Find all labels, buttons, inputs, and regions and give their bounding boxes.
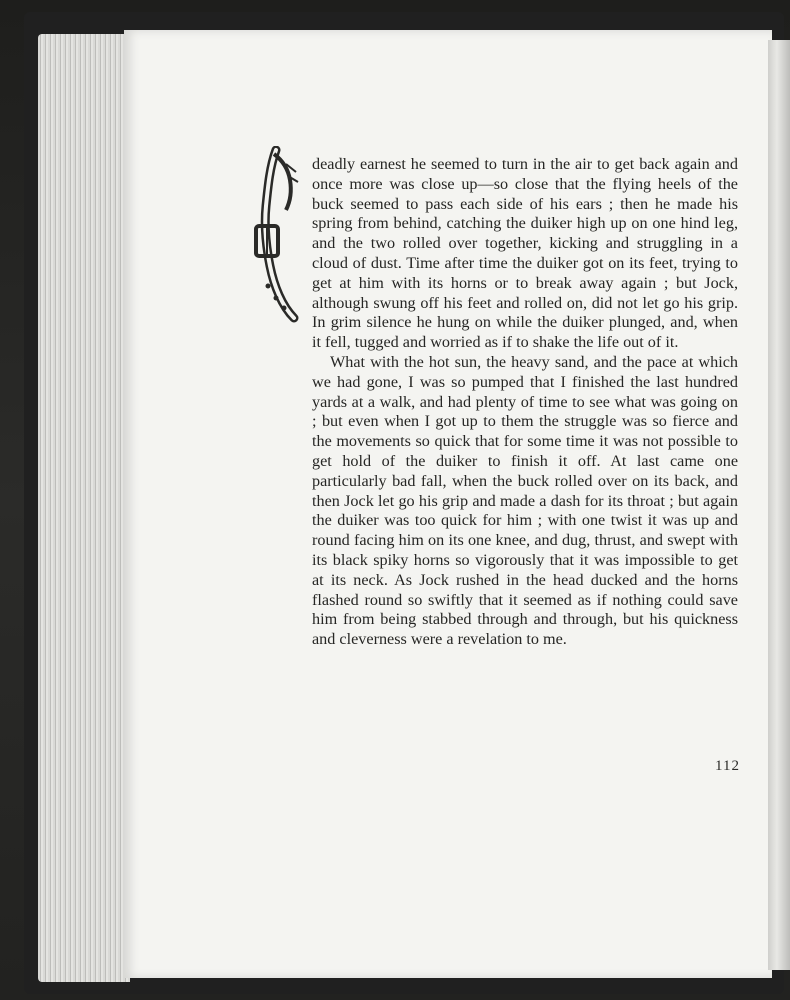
body-text xyxy=(312,155,738,650)
buckle-strap-icon xyxy=(246,146,304,324)
paragraph-1: deadly earnest he seemed to turn in the air to get back again and once more was close up—so close that the flying heels of the buck seemed to pass each side of his ears ; then he made his spring from behind, catching the duiker high up on one hind leg, and the two rolled over together, kicking and struggling in a cloud of dust. Time after time the duiker got on its feet, trying to get at him with its horns or to break away again ; but Jock, although swung off his feet and rolled on, did not let go his grip. In grim silence he hung on while the duiker plunged, and, when it fell, tugged and worried as if to shake the life out of it. xyxy=(312,155,738,352)
page-number: 112 xyxy=(715,758,740,774)
page-edges-left xyxy=(38,34,130,982)
paragraph-2: What with the hot sun, the heavy sand, and the pace at which we had gone, I was so pumped that I finished the last hundred yards at a walk, and had plenty of time to see what was going on ; but even when I got up to them the struggle was so fierce and the movements so quick that for some time it was not possible to get hold of the duiker to finish it off. At last came one particularly bad fall, when the buck rolled over on its back, and then Jock let go his grip and made a dash for its throat ; but again the duiker was too quick for him ; with one twist it was up and round facing him on its one knee, and dug, thrust, and swept with its black spiky horns so vigorously that it was impossible to get at its neck. As Jock rushed in the head ducked and the horns flashed round so swiftly that it seemed as if nothing could save him from being stabbed through and through, but his quickness and cleverness were a revelation to me. xyxy=(312,352,738,649)
page-edges-right xyxy=(768,40,790,970)
